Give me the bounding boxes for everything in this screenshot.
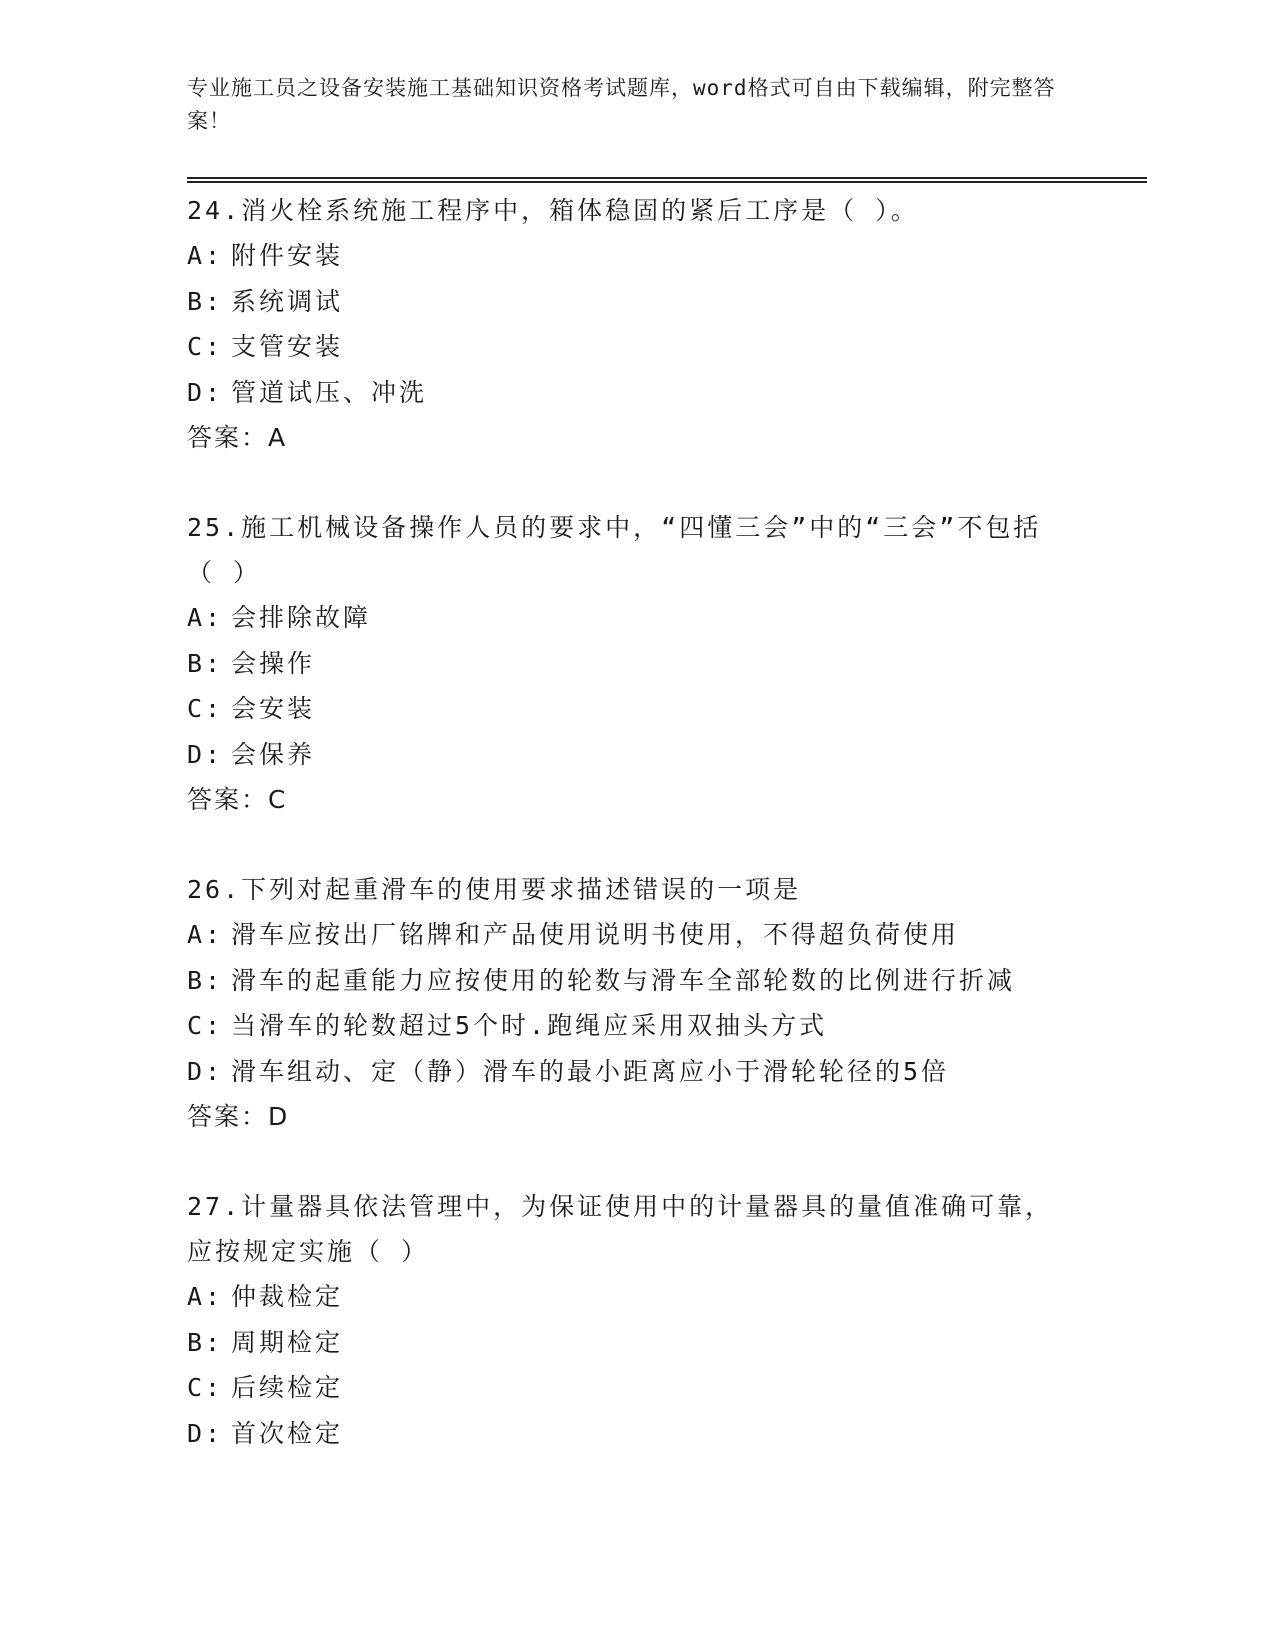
option-b [187, 641, 1147, 687]
option-letter: B: [187, 648, 224, 678]
option-b [187, 279, 1147, 325]
question-stem: 24.消火栓系统施工程序中，箱体稳固的紧后工序是（ ）。 [187, 196, 919, 225]
answer: 答案：D [187, 1102, 290, 1131]
option-text: 滑车组动、定（静）滑车的最小距离应小于滑轮轮径的5倍 [231, 1056, 950, 1086]
question-25 [187, 505, 1147, 822]
option-letter: A: [187, 603, 224, 632]
option-letter: A: [187, 241, 224, 270]
question-stem: 26.下列对起重滑车的使用要求描述错误的一项是 [187, 875, 802, 904]
question-stem: 25.施工机械设备操作人员的要求中，“四懂三会”中的“三会”不包括（ ） [187, 513, 1042, 587]
question-list [187, 188, 1147, 1501]
option-text: 仲裁检定 [231, 1282, 344, 1311]
option-letter: D: [187, 739, 224, 769]
option-a [187, 595, 1147, 641]
option-text: 附件安装 [231, 241, 344, 270]
answer: 答案：C [187, 785, 288, 814]
question-stem: 27.计量器具依法管理中，为保证使用中的计量器具的量值准确可靠，应按规定实施（ ） [187, 1192, 1054, 1266]
document-header: 专业施工员之设备安装施工基础知识资格考试题库，word格式可自由下载编辑，附完整答案！ [187, 76, 1056, 133]
option-letter: C: [187, 1011, 224, 1040]
option-a [187, 233, 1147, 279]
option-letter: B: [187, 1327, 224, 1357]
question-27 [187, 1184, 1147, 1456]
option-text: 支管安装 [231, 332, 344, 361]
option-text: 当滑车的轮数超过5个时.跑绳应采用双抽头方式 [231, 1011, 828, 1040]
option-text: 滑车的起重能力应按使用的轮数与滑车全部轮数的比例进行折减 [231, 965, 1016, 995]
option-c [187, 1003, 1147, 1049]
option-letter: B: [187, 965, 224, 995]
option-letter: D: [187, 1056, 224, 1086]
option-text: 周期检定 [231, 1327, 344, 1357]
option-letter: A: [187, 920, 224, 949]
option-letter: C: [187, 332, 224, 361]
option-a [187, 1274, 1147, 1320]
question-24 [187, 188, 1147, 460]
option-text: 管道试压、冲洗 [231, 377, 428, 407]
question-26 [187, 867, 1147, 1139]
option-text: 会安装 [231, 694, 316, 723]
option-d [187, 1411, 1147, 1457]
option-letter: A: [187, 1282, 224, 1311]
option-d [187, 370, 1147, 416]
option-text: 会排除故障 [231, 603, 372, 632]
option-a [187, 912, 1147, 958]
option-text: 会保养 [231, 739, 316, 769]
option-b [187, 958, 1147, 1004]
option-c [187, 686, 1147, 732]
option-c [187, 1365, 1147, 1411]
option-c [187, 324, 1147, 370]
option-letter: D: [187, 1418, 224, 1448]
option-d [187, 732, 1147, 778]
answer: 答案：A [187, 423, 288, 452]
option-text: 系统调试 [231, 286, 344, 316]
option-letter: C: [187, 694, 224, 723]
option-b [187, 1320, 1147, 1366]
option-letter: D: [187, 377, 224, 407]
option-letter: B: [187, 286, 224, 316]
option-text: 后续检定 [231, 1373, 344, 1402]
option-d [187, 1049, 1147, 1095]
header-double-rule [187, 177, 1147, 183]
option-text: 会操作 [231, 648, 316, 678]
option-text: 滑车应按出厂铭牌和产品使用说明书使用，不得超负荷使用 [231, 920, 960, 949]
option-text: 首次检定 [231, 1418, 344, 1448]
option-letter: C: [187, 1373, 224, 1402]
